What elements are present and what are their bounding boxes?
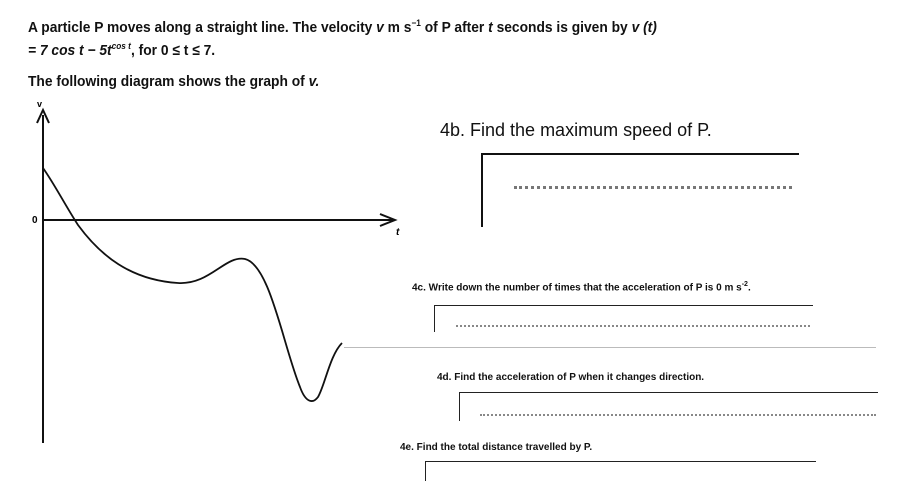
answer-box-4d[interactable] [459, 392, 878, 421]
unit-exponent: −1 [411, 18, 421, 28]
x-axis-label: t [396, 227, 400, 238]
question-4c-exponent: -2 [741, 281, 748, 288]
question-4c-text: 4c. Write down the number of times that the acceleration of P is 0 m s [412, 282, 742, 294]
answer-box-4e[interactable] [425, 461, 816, 481]
answer-dotted-line-4c [456, 325, 810, 327]
question-4b: 4b. Find the maximum speed of P. [440, 120, 712, 140]
answer-box-4b[interactable] [481, 153, 799, 227]
domain-text: , for 0 ≤ t ≤ 7. [130, 42, 216, 59]
origin-label: 0 [32, 215, 38, 226]
answer-dotted-line-4b [514, 186, 792, 189]
intro-text-3: seconds is given by [492, 19, 632, 36]
answer-dotted-line-4d [480, 414, 876, 416]
velocity-formula: = 7 cos t − 5t [28, 42, 112, 59]
question-4c [412, 281, 751, 293]
y-axis-label: v [37, 99, 43, 109]
unit-text: m s [383, 19, 412, 36]
velocity-symbol: v [376, 19, 384, 36]
question-4d: 4d. Find the acceleration of P when it changes direction. [437, 372, 705, 383]
question-4e: 4e. Find the total distance travelled by P. [400, 442, 593, 453]
separator-line [344, 347, 876, 348]
intro-text: A particle P moves along a straight line. The velocity [28, 19, 377, 36]
question-4c-end: . [747, 282, 751, 294]
time-symbol: t [488, 19, 493, 36]
diagram-intro-var: v. [308, 73, 320, 90]
answer-box-4c[interactable] [434, 305, 813, 332]
question-intro [28, 14, 764, 60]
diagram-intro [28, 73, 319, 90]
velocity-function: v (t) [631, 19, 657, 36]
diagram-intro-text: The following diagram shows the graph of [28, 73, 309, 90]
formula-exponent: cos t [111, 41, 131, 51]
velocity-curve [43, 168, 342, 401]
intro-text-2: of P after [420, 19, 489, 36]
velocity-graph [0, 95, 400, 445]
